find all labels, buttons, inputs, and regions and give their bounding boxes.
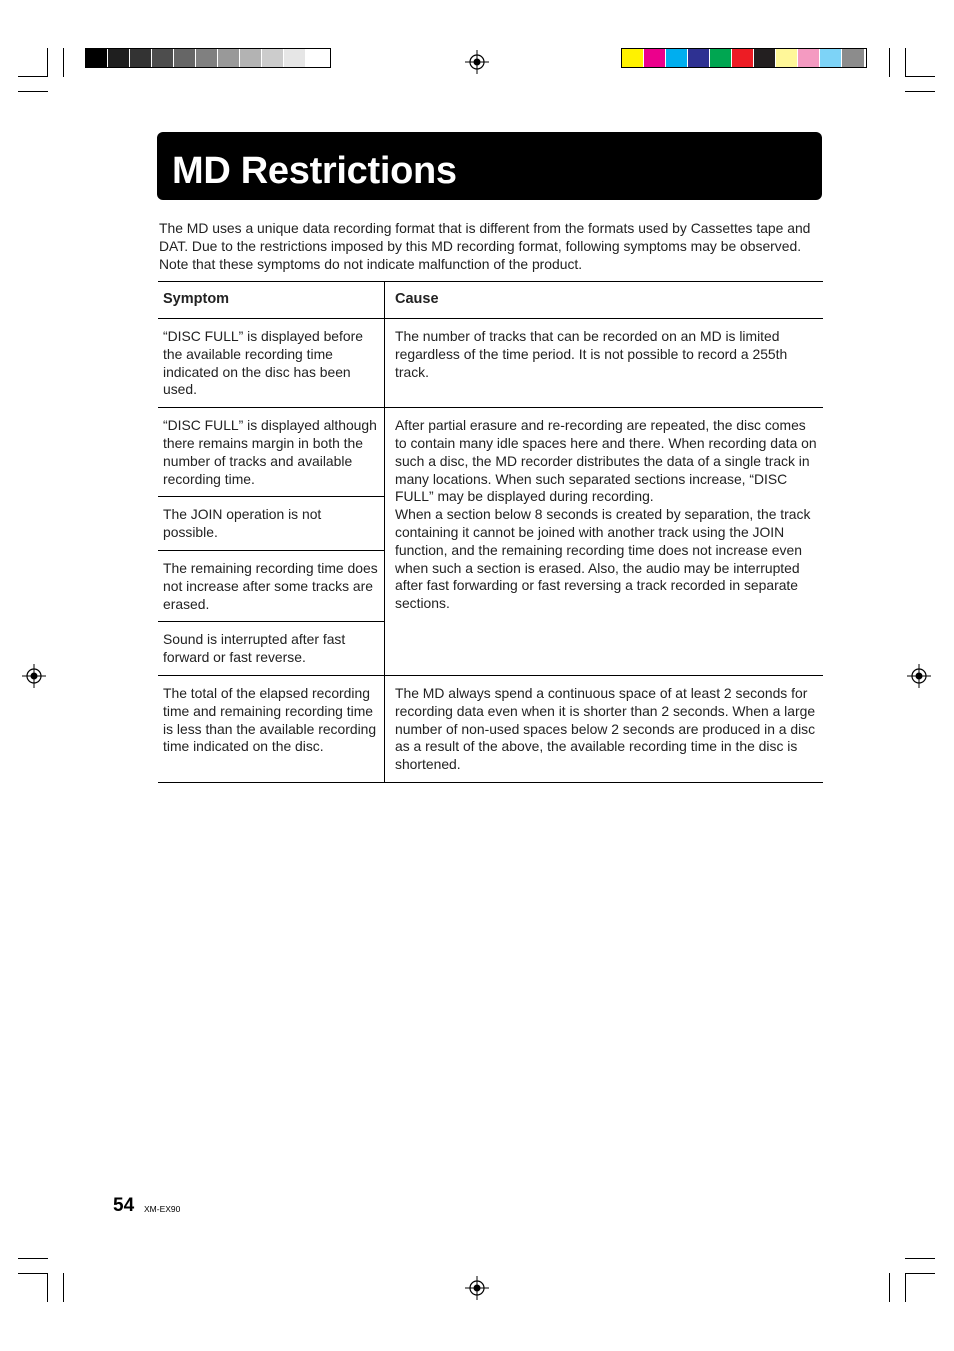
crop-mark xyxy=(905,76,935,77)
page-title: MD Restrictions xyxy=(172,150,457,192)
color-swatch xyxy=(798,49,820,67)
color-swatch xyxy=(196,49,218,67)
symptom-cell: The JOIN operation is not possible. xyxy=(158,497,385,551)
crop-mark xyxy=(889,48,890,77)
registration-mark-icon xyxy=(907,664,931,688)
color-swatch xyxy=(284,49,306,67)
crop-mark xyxy=(905,91,935,92)
cause-cell: The number of tracks that can be recorded on an MD is limited regardless of the time period. It is not possible to record a 255th track. xyxy=(395,328,788,380)
model-name: XM-EX90 xyxy=(144,1204,181,1214)
crop-mark xyxy=(905,1273,935,1274)
crop-mark xyxy=(18,91,48,92)
cause-cell: The MD always spend a continuous space of at least 2 seconds for recording data even when it is shorter than 2 seconds. When a large number of non-used spaces below 2 seconds are produced in a disc as a result of the above, the available recording time in the disc is shortened. xyxy=(395,684,816,773)
crop-mark xyxy=(47,48,48,77)
color-swatch xyxy=(688,49,710,67)
registration-mark-icon xyxy=(465,50,489,74)
color-swatch xyxy=(842,49,864,67)
color-swatch xyxy=(622,49,644,67)
color-swatch xyxy=(218,49,240,67)
table-row xyxy=(158,408,823,497)
intro-paragraph: The MD uses a unique data recording format that is different from the formats used by Cassettes tape and DAT. Due to the restrictions imposed by this MD recording format, following symptoms may be observed. Note that these symptoms do not indicate malfunction of the product. xyxy=(159,220,811,272)
table-header-row xyxy=(158,282,823,319)
color-swatch xyxy=(262,49,284,67)
color-swatch xyxy=(754,49,776,67)
color-swatch xyxy=(130,49,152,67)
crop-mark xyxy=(63,1273,64,1302)
color-calibration-bar xyxy=(621,48,867,68)
color-swatch xyxy=(732,49,754,67)
cause-paragraph: After partial erasure and re-recording are repeated, the disc comes to contain many idle spaces here and there. When recording data on such a disc, the MD recorder distributes the data of a single track in many locations. When such separated sections increase, “DISC FULL” may be displayed during recording. xyxy=(395,417,817,505)
page-number: 54 xyxy=(113,1195,135,1216)
color-swatch xyxy=(710,49,732,67)
grayscale-calibration-bar xyxy=(85,48,331,68)
restrictions-table xyxy=(158,281,823,783)
symptom-cell: “DISC FULL” is displayed before the available recording time indicated on the disc has been used. xyxy=(158,319,385,408)
cause-cell xyxy=(385,408,824,676)
registration-mark-icon xyxy=(22,664,46,688)
table-row xyxy=(158,319,823,408)
crop-mark xyxy=(905,1258,935,1259)
color-swatch xyxy=(666,49,688,67)
crop-mark xyxy=(889,1273,890,1302)
crop-mark xyxy=(905,48,906,77)
color-swatch xyxy=(152,49,174,67)
registration-mark-icon xyxy=(465,1276,489,1300)
symptom-cell: The total of the elapsed recording time and remaining recording time is less than the available recording time indicated on the disc. xyxy=(158,675,385,782)
color-swatch xyxy=(240,49,262,67)
table-row xyxy=(158,675,823,782)
color-swatch xyxy=(108,49,130,67)
crop-mark xyxy=(18,1273,48,1274)
cause-header: Cause xyxy=(395,291,439,308)
color-swatch xyxy=(306,49,328,67)
crop-mark xyxy=(47,1273,48,1302)
symptom-cell: The remaining recording time does not increase after some tracks are erased. xyxy=(158,550,385,621)
symptom-header: Symptom xyxy=(158,282,385,319)
color-swatch xyxy=(174,49,196,67)
color-swatch xyxy=(86,49,108,67)
symptom-cell: Sound is interrupted after fast forward or fast reverse. xyxy=(158,622,385,676)
symptom-cell: “DISC FULL” is displayed although there remains margin in both the number of tracks and available recording time. xyxy=(158,408,385,497)
cause-paragraph: When a section below 8 seconds is created by separation, the track containing it cannot be joined with another track using the JOIN function, and the remaining recording time does not increase even when such a section is erased. Also, the audio may be interrupted after fast forwarding or fast reversing a track recorded in separate sections. xyxy=(395,506,811,612)
crop-mark xyxy=(18,1258,48,1259)
color-swatch xyxy=(820,49,842,67)
crop-mark xyxy=(905,1273,906,1302)
crop-mark xyxy=(63,48,64,77)
crop-mark xyxy=(18,76,48,77)
color-swatch xyxy=(644,49,666,67)
color-swatch xyxy=(776,49,798,67)
